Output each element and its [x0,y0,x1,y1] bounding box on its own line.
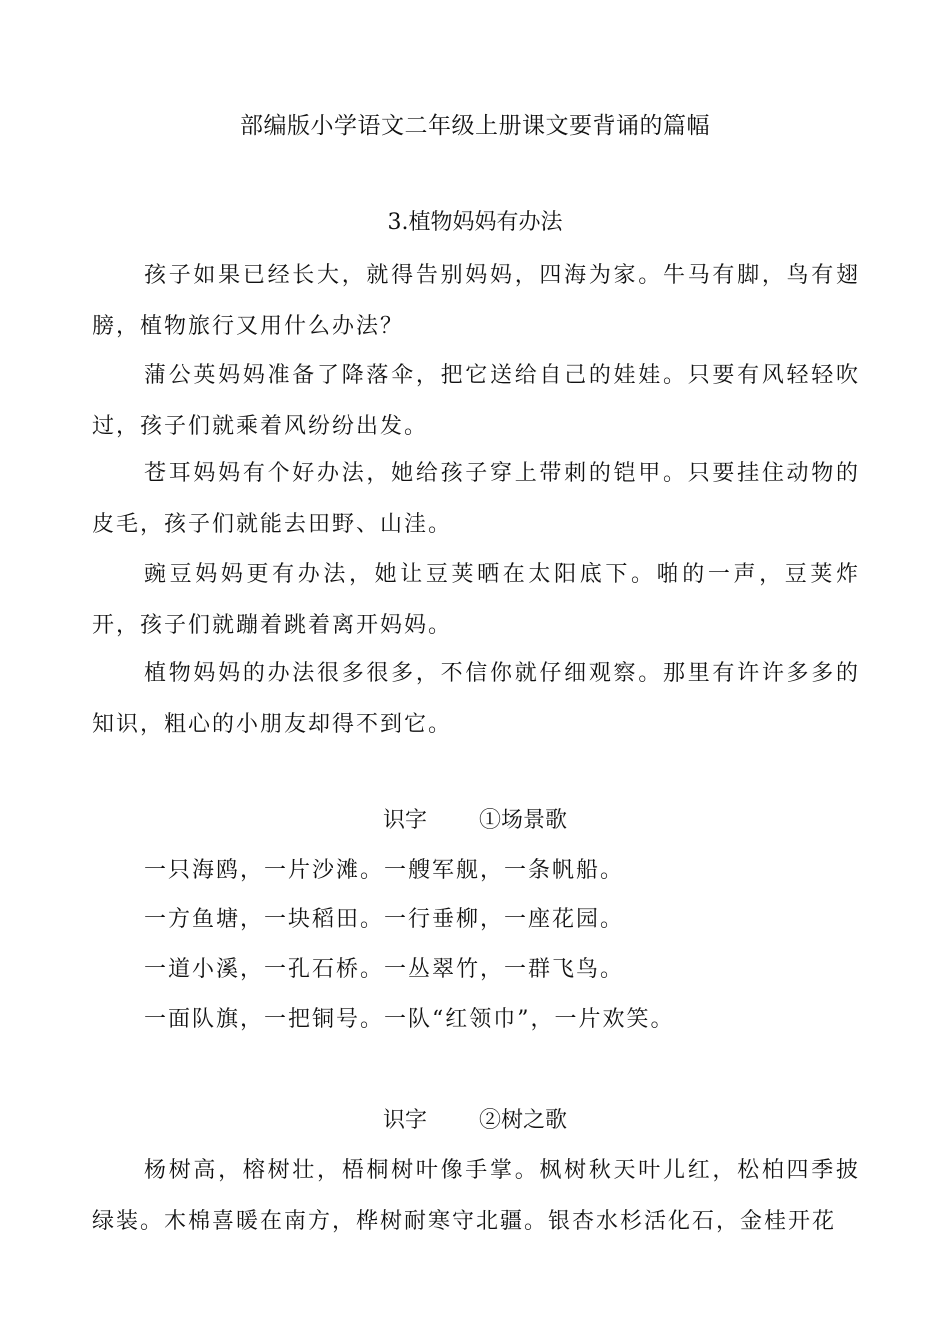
paragraph: 蒲公英妈妈准备了降落伞，把它送给自己的娃娃。只要有风轻轻吹过，孩子们就乘着风纷纷出发。 [92,363,860,439]
paragraph: 植物妈妈的办法很多很多，不信你就仔细观察。那里有许许多多的知识，粗心的小朋友却得不到它。 [92,661,860,737]
paragraph: 豌豆妈妈更有办法，她让豆荚晒在太阳底下。啪的一声，豆荚炸开，孩子们就蹦着跳着离开妈妈。 [92,562,860,638]
lesson-title-prefix: 识字 [382,808,427,833]
paragraph: 杨树高，榕树壮，梧桐树叶像手掌。枫树秋天叶儿红，松柏四季披绿装。木棉喜暖在南方，桦树耐寒守北疆。银杏水杉活化石，金桂开花 [92,1158,860,1234]
lesson-title [0,801,950,841]
lesson-title: 3.植物妈妈有办法 [387,210,563,235]
paragraph: 孩子如果已经长大，就得告别妈妈，四海为家。牛马有脚，鸟有翅膀，植物旅行又用什么办法？ [92,263,860,339]
lesson-title [0,1101,950,1141]
lesson-title-name: ①场景歌 [479,808,568,833]
paragraph: 苍耳妈妈有个好办法，她给孩子穿上带刺的铠甲。只要挂住动物的皮毛，孩子们就能去田野、山洼。 [92,461,860,537]
lesson-title-prefix: 识字 [382,1108,427,1133]
verse-line: 一只海鸥，一片沙滩。一艘军舰，一条帆船。 [144,858,625,883]
verse-line: 一方鱼塘，一块稻田。一行垂柳，一座花园。 [144,907,625,932]
document-title: 部编版小学语文二年级上册课文要背诵的篇幅 [240,113,710,139]
verse-line: 一道小溪，一孔石桥。一丛翠竹，一群飞鸟。 [144,957,625,982]
verse-line: 一面队旗，一把铜号。一队“红领巾”，一片欢笑。 [144,1007,675,1032]
lesson-title-name: ②树之歌 [479,1108,568,1133]
